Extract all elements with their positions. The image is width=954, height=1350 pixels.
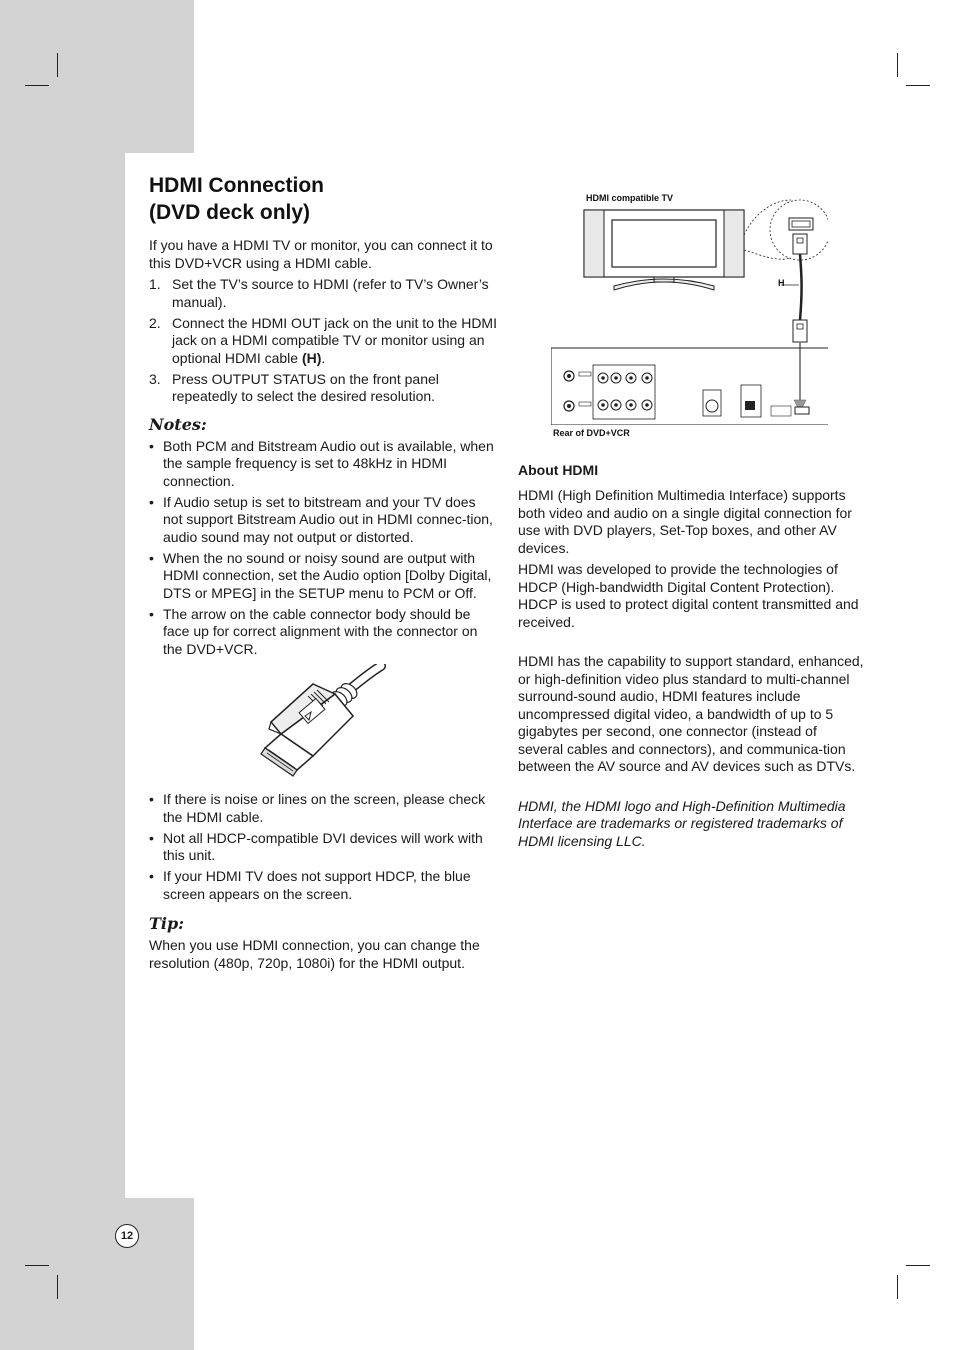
connection-diagram bbox=[551, 190, 828, 442]
about-paragraph: HDMI has the capability to support standard, enhanced, or high-definition video plus standard to multi-channel surround-sound audio, HDMI features include uncompressed digital video, a bandwidth of up to 5 gigabytes per second, one connector (instead of several cables and connectors), and communica-tion between the AV source and AV devices such as DTVs. bbox=[518, 653, 864, 774]
crop-mark bbox=[906, 1265, 930, 1266]
tip-heading: Tip: bbox=[149, 914, 185, 933]
notes-heading: Notes: bbox=[149, 414, 207, 434]
note-item: • If Audio setup is set to bitstream and your TV does not support Bitstream Audio out in HDMI connec-tion, audio sound may not output or distorted. bbox=[149, 494, 497, 547]
about-paragraph: HDMI was developed to provide the technologies of HDCP (High-bandwidth Digital Content Protection). HDCP is used to protect digital content transmitted and received. bbox=[518, 561, 859, 630]
crop-mark bbox=[25, 85, 49, 86]
crop-mark bbox=[897, 53, 898, 77]
left-column bbox=[149, 172, 497, 972]
tip-text: When you use HDMI connection, you can change the resolution (480p, 720p, 1080i) for the HDMI output. bbox=[149, 937, 480, 971]
note-item: • If there is noise or lines on the screen, please check the HDMI cable. bbox=[149, 791, 497, 826]
page-number: 12 bbox=[115, 1224, 139, 1248]
crop-mark bbox=[57, 1275, 58, 1299]
crop-mark bbox=[25, 1265, 49, 1266]
note-item: • If your HDMI TV does not support HDCP, the blue screen appears on the screen. bbox=[149, 868, 497, 903]
intro-text: If you have a HDMI TV or monitor, you can connect it to this DVD+VCR using a HDMI cable. bbox=[149, 237, 493, 271]
note-item: • The arrow on the cable connector body should be face up for correct alignment with the connector on the DVD+VCR. bbox=[149, 606, 497, 659]
crop-mark bbox=[897, 1275, 898, 1299]
note-item: • When the no sound or noisy sound are output with HDMI connection, set the Audio option [Dolby Digital, DTS or MPEG] in the SETUP menu to PCM or Off. bbox=[149, 550, 497, 603]
trademark-notice: HDMI, the HDMI logo and High-Definition Multimedia Interface are trademarks or registered trademarks of HDMI licensing LLC. bbox=[518, 797, 846, 849]
tv-label: HDMI compatible TV bbox=[586, 193, 674, 203]
right-column bbox=[518, 462, 864, 854]
step-item: 3. Press OUTPUT STATUS on the front panel repeatedly to select the desired resolution. bbox=[149, 370, 439, 404]
about-heading: About HDMI bbox=[518, 462, 599, 478]
step-item: 2. Connect the HDMI OUT jack on the unit to the HDMI jack on a HDMI compatible TV or monitor using an optional HDMI cable (H). bbox=[149, 314, 497, 366]
notes-list bbox=[149, 438, 497, 659]
page-margin-side bbox=[0, 153, 125, 1198]
crop-mark bbox=[57, 53, 58, 77]
cable-label: H bbox=[778, 278, 785, 288]
note-item: • Not all HDCP-compatible DVI devices will work with this unit. bbox=[149, 830, 497, 865]
hdmi-plug-illustration bbox=[149, 664, 497, 788]
notes-list-continued bbox=[149, 791, 497, 903]
crop-mark bbox=[906, 85, 930, 86]
hdmi-plug-icon bbox=[253, 664, 403, 786]
page-title: HDMI Connection (DVD deck only) bbox=[149, 174, 324, 224]
diagram-graphic bbox=[551, 190, 828, 425]
about-paragraph: HDMI (High Definition Multimedia Interface) supports both video and audio on a single digital connection for use with DVD players, Set-Top boxes, and other AV devices. bbox=[518, 487, 852, 556]
page-margin-top bbox=[0, 0, 194, 153]
steps-list bbox=[149, 276, 497, 406]
page-margin-bottom bbox=[0, 1198, 194, 1350]
rear-label: Rear of DVD+VCR bbox=[553, 428, 630, 438]
note-item: • Both PCM and Bitstream Audio out is available, when the sample frequency is set to 48kHz in HDMI connection. bbox=[149, 438, 497, 491]
step-item: 1. Set the TV’s source to HDMI (refer to TV’s Owner’s manual). bbox=[149, 276, 489, 310]
